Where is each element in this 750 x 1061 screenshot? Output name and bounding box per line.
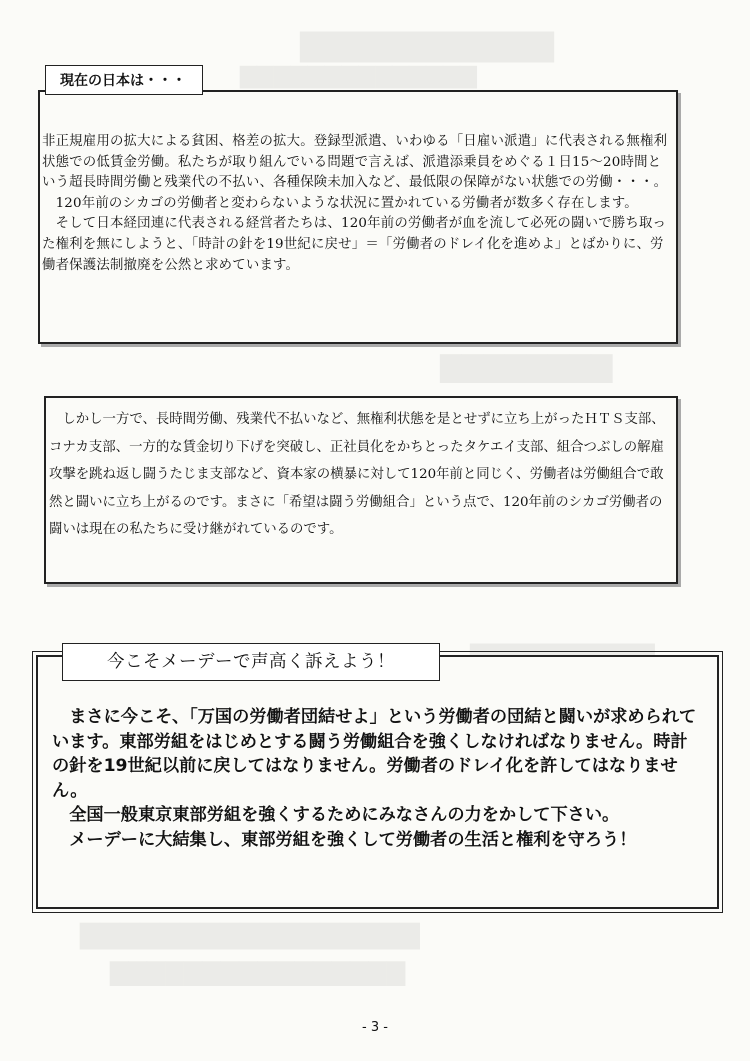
section-mayday-body	[52, 705, 702, 852]
section-current-japan-body	[42, 132, 672, 276]
section-struggle-body	[49, 406, 669, 544]
section-current-japan-title: 現在の日本は・・・	[45, 65, 203, 95]
show-through-shape: ▇▇▇▇▇▇▇▇▇▇▇▇▇▇	[240, 64, 477, 89]
section-mayday-title: 今こそメーデーで声高く訴えよう！	[62, 643, 440, 681]
paragraph: そして日本経団連に代表される経営者たちは、120年前の労働者が血を流して必死の闘いで勝ち取った権利を無にしようと、「時計の針を19世紀に戻せ」＝「労働者のドレイ化を進めよ」とばかりに、労働者保護法制撤廃を公然と求めています。	[42, 216, 667, 273]
page-number: - 3 -	[362, 1020, 388, 1035]
paragraph: まさに今こそ、「万国の労働者団結せよ」という労働者の団結と闘いが求められています。東部労組をはじめとする闘う労働組合を強くしなければなりません。時計の針を19世紀以前に戻してはなりません。労働者のドレイ化を許してはなりません。	[52, 707, 697, 801]
show-through-shape: ▇▇▇▇▇▇▇▇▇▇▇▇▇▇▇▇▇	[80, 920, 420, 950]
paragraph: メーデーに大結集し、東部労組を強くして労働者の生活と権利を守ろう！	[52, 829, 637, 850]
paragraph: 120年前のシカゴの労働者と変わらないような状況に置かれている労働者が数多く存在します。	[42, 195, 638, 211]
show-through-shape: ▇▇▇▇▇▇▇▇	[440, 350, 613, 383]
paragraph: しかし一方で、長時間労働、残業代不払いなど、無権利状態を是とせずに立ち上がったＨＴＳ支部、コナカ支部、一方的な賃金切り下げを突破し、正社員化をかちとったタケエイ支部、組合つぶしの解雇攻撃を跳ね返し闘うたじま支部など、資本家の横暴に対して120年前と同じく、労働者は労働組合で敢然と闘いに立ち上がるのです。まさに「希望は闘う労働組合」という点で、120年前のシカゴ労働者の闘いは現在の私たちに受け継がれているのです。	[49, 412, 665, 537]
show-through-shape: ▇▇▇▇▇▇▇▇▇▇▇	[300, 28, 554, 63]
paragraph: 全国一般東京東部労組を強くするためにみなさんの力をかして下さい。	[52, 805, 620, 825]
paragraph: 非正規雇用の拡大による貧困、格差の拡大。登録型派遣、いわゆる「日雇い派遣」に代表される無権利状態での低賃金労働。私たちが取り組んでいる問題で言えば、派遣添乗員をめぐる１日15～20時間という超長時間労働と残業代の不払い、各種保険未加入など、最低限の保障がない状態での労働・・・。	[42, 134, 668, 191]
show-through-shape: ▇▇▇▇▇▇▇▇▇▇▇▇▇▇▇▇	[110, 958, 406, 986]
